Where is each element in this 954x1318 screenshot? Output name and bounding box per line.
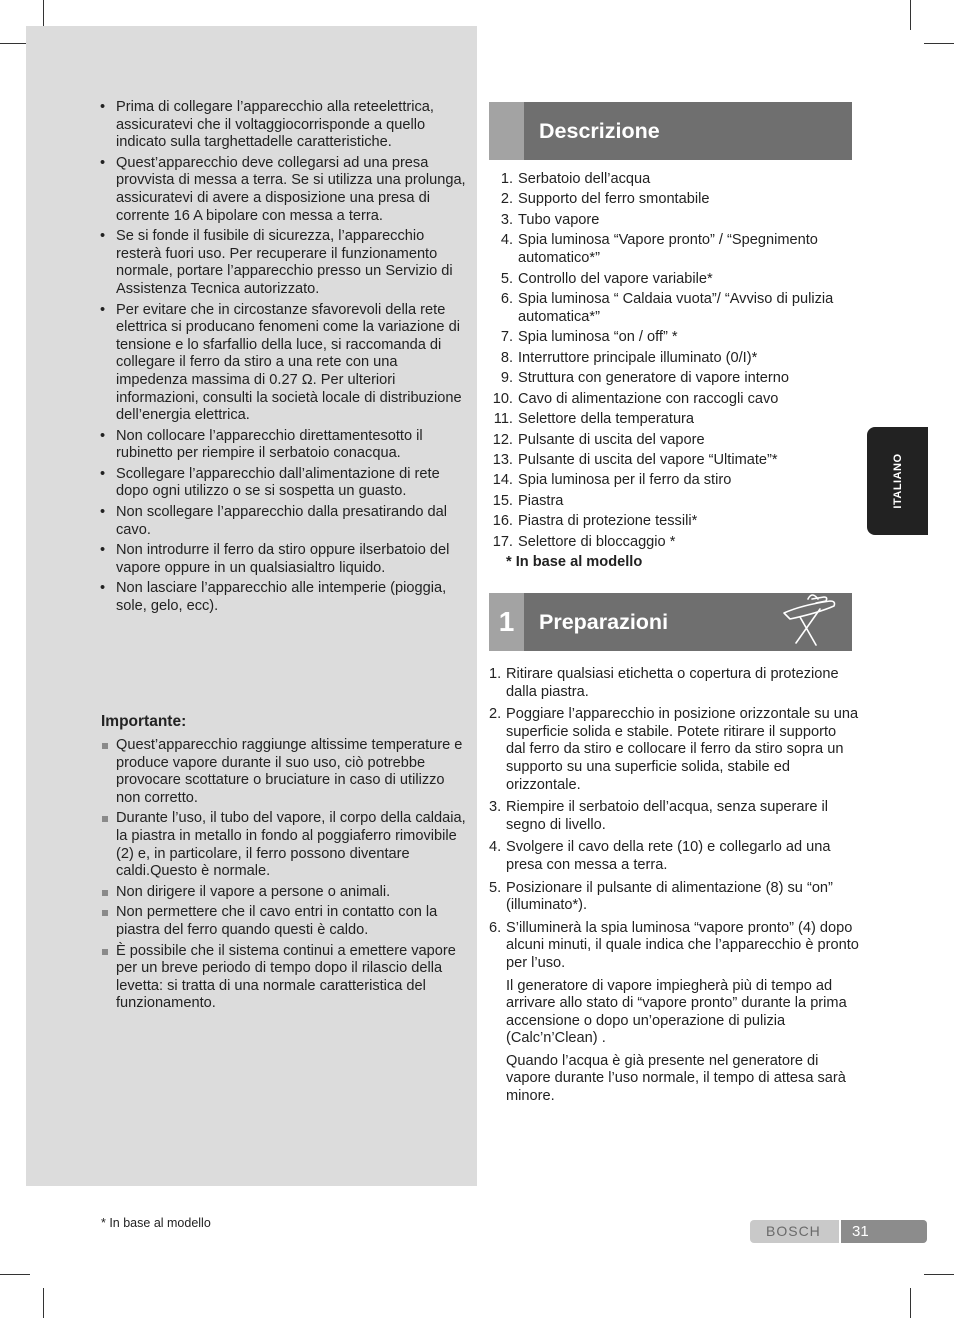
list-item: • Per evitare che in circostanze sfavorevoli della rete elettrica si producano fenomeni come la variazione di tensione e lo sfarfallio della luce, si raccomanda di collegare il ferro da stiro a una rete con una impedenza massima di 0.27 Ω. Per ulteriori informazioni, consulti la società locale di distribuzione dell’energia elettrica. (100, 302, 468, 425)
item-number: 15. (492, 492, 513, 509)
crop-mark (910, 0, 911, 30)
item-text: Struttura con generatore di vapore interno (518, 370, 789, 387)
list-item: È possibile che il sistema continui a emettere vapore per un breve periodo di tempo dopo il rilascio della levetta: si tratta di una normale caratteristica del funzionamento. (100, 943, 468, 1013)
list-item (489, 513, 859, 531)
item-number: 17. (492, 533, 513, 550)
item-text: Spia luminosa per il ferro da stiro (518, 472, 732, 489)
item-number: 9. (500, 370, 513, 387)
model-note: * In base al modello (506, 554, 643, 571)
list-item: • Se si fonde il fusibile di sicurezza, l’apparecchio resterà fuori uso. Per recuperare il funzionamento normale, portare l’apparecchio presso un Servizio di Assistenza Tecnica autorizzato. (100, 228, 468, 298)
language-tab (867, 427, 928, 535)
preparation-steps (489, 666, 859, 1111)
crop-mark (924, 1274, 954, 1275)
step-text: S’illuminerà la spia luminosa “vapore pronto” (4) dopo alcuni minuti, il quale indica che l’apparecchio è pronto per l’uso. (506, 919, 859, 971)
step-text: Posizionare il pulsante di alimentazione (8) su “on” (illuminato*). (506, 879, 833, 914)
list-item (489, 370, 859, 388)
section-title: Descrizione (539, 119, 660, 143)
item-text: Selettore della temperatura (518, 411, 695, 428)
important-heading: Importante: (101, 713, 187, 730)
list-item (489, 880, 859, 915)
important-list (100, 737, 468, 1016)
item-number: 4. (500, 232, 513, 249)
step-number: 5. (489, 879, 502, 896)
list-item (489, 839, 859, 874)
list-item (489, 472, 859, 490)
list-item (489, 212, 859, 230)
list-item (489, 534, 859, 552)
list-item (489, 232, 859, 267)
descrizione-header (489, 102, 852, 160)
list-item (489, 452, 859, 470)
item-text: Serbatoio dell’acqua (518, 171, 651, 187)
list-item (489, 391, 859, 409)
item-text: Interruttore principale illuminato (0/I)* (518, 349, 758, 366)
item-text: Pulsante di uscita del vapore “Ultimate”* (518, 452, 778, 468)
list-item (489, 666, 859, 701)
list-item: • Non introdurre il ferro da stiro oppure ilserbatoio del vapore oppure in un qualsiasialtro liquido. (100, 542, 468, 577)
list-item: • Non collocare l’apparecchio direttamentesotto il rubinetto per riempire il serbatoio conacqua. (100, 428, 468, 463)
item-number: 11. (493, 411, 513, 428)
list-item: Quest’apparecchio raggiunge altissime temperature e produce vapore durante il suo uso, ciò potrebbe provocare scottature o bruciature in caso di utilizzo non corretto. (100, 737, 468, 807)
list-item (489, 171, 859, 189)
list-item (489, 350, 859, 368)
list-item: • Prima di collegare l’apparecchio alla reteelettrica, assicuratevi che il voltaggiocorrisponde a quello indicato sulla targhettadelle caratteristiche. (100, 99, 468, 152)
item-number: 14. (492, 472, 513, 489)
item-text: Spia luminosa “Vapore pronto” / “Spegnimento automatico*” (518, 232, 818, 267)
list-item: Non permettere che il cavo entri in contatto con la piastra del ferro quando questi è caldo. (100, 904, 468, 939)
item-text: Piastra di protezione tessili* (518, 513, 698, 530)
page-footer (750, 1220, 927, 1243)
item-text: Spia luminosa “ Caldaia vuota”/ “Avviso di pulizia automatica*” (518, 291, 834, 325)
step-text: Riempire il serbatoio dell’acqua, senza superare il segno di livello. (506, 799, 829, 833)
crop-mark (924, 43, 954, 44)
item-number: 12. (492, 431, 513, 448)
language-label: ITALIANO (891, 453, 904, 509)
list-item (489, 799, 859, 834)
item-text: Selettore di bloccaggio * (518, 533, 676, 550)
item-number: 5. (500, 270, 513, 287)
list-item (489, 191, 859, 209)
parts-list (489, 171, 859, 575)
step-paragraph: Quando l’acqua è già presente nel generatore di vapore durante l’uso normale, il tempo di attesa sarà minore. (506, 1052, 846, 1105)
item-text: Controllo del vapore variabile* (518, 270, 713, 287)
item-number: 10. (492, 390, 513, 407)
section-title: Preparazioni (539, 610, 669, 634)
item-number: 2. (500, 191, 513, 208)
section-number-box (489, 102, 524, 160)
list-item (489, 920, 859, 1106)
section-number: 1 (489, 593, 524, 651)
item-text: Spia luminosa “on / off” * (518, 329, 678, 346)
list-item: • Scollegare l’apparecchio dall’alimentazione di rete dopo ogni utilizzo o se si sospetta un guasto. (100, 466, 468, 501)
item-text: Piastra (518, 492, 564, 509)
list-item: • Non lasciare l’apparecchio alle intemperie (pioggia, sole, gelo, ecc). (100, 580, 468, 615)
list-item (489, 291, 859, 326)
list-item: • Quest’apparecchio deve collegarsi ad una presa provvista di messa a terra. Se si utilizza una prolunga, assicuratevi di avere a disposizione una presa di corrente 16 A bipolare con messa a terra. (100, 155, 468, 225)
item-text: Cavo di alimentazione con raccogli cavo (518, 390, 779, 407)
list-item (489, 493, 859, 511)
item-number: 16. (492, 513, 513, 530)
item-number: 1. (500, 171, 513, 187)
list-item (489, 411, 859, 429)
step-number: 3. (489, 799, 502, 816)
item-number: 6. (500, 291, 513, 308)
footnote: * In base al modello (101, 1216, 211, 1230)
list-item (489, 706, 859, 794)
step-paragraph: Il generatore di vapore impiegherà più di tempo ad arrivare allo stato di “vapore pronto” durante la prima accensione o dopo un’operazione di pulizia (Calc’n’Clean) . (506, 977, 847, 1047)
item-text: Pulsante di uscita del vapore (518, 431, 705, 448)
brand-name: BOSCH (766, 1223, 821, 1239)
item-number: 3. (500, 211, 513, 228)
step-number: 4. (489, 839, 502, 856)
list-item: Non dirigere il vapore a persone o animali. (100, 884, 468, 902)
list-item: Durante l’uso, il tubo del vapore, il corpo della caldaia, la piastra in metallo in fondo al poggiaferro rimovibile (2) e, in particolare, il ferro possono diventare caldi.Questo è normale. (100, 810, 468, 880)
item-number: 7. (500, 329, 513, 346)
list-item (489, 271, 859, 289)
step-number: 6. (489, 919, 502, 936)
step-text: Poggiare l’apparecchio in posizione orizzontale su una superficie solida e stabile. Potete ritirare il supporto dal ferro da stiro e collocare il ferro da stiro sopra un supporto su una superficie solida, stabile ed orizzontale. (506, 706, 859, 793)
crop-mark (910, 1288, 911, 1318)
item-number: 8. (500, 349, 513, 366)
item-text: Supporto del ferro smontabile (518, 191, 710, 208)
step-number: 1. (489, 666, 502, 682)
list-item: • Non scollegare l’apparecchio dalla presatirando dal cavo. (100, 504, 468, 539)
ironing-board-icon (772, 593, 852, 651)
step-number: 2. (489, 706, 502, 723)
safety-bullet-list (100, 99, 468, 619)
item-number: 13. (492, 452, 513, 468)
list-item (489, 329, 859, 347)
preparazioni-header (489, 593, 852, 651)
crop-mark (0, 1274, 30, 1275)
step-text: Ritirare qualsiasi etichetta o copertura di protezione dalla piastra. (506, 666, 839, 700)
page-number: 31 (841, 1220, 927, 1243)
list-item (489, 432, 859, 450)
crop-mark (43, 1288, 44, 1318)
step-text: Svolgere il cavo della rete (10) e collegarlo ad una presa con messa a terra. (506, 839, 831, 873)
item-text: Tubo vapore (518, 211, 600, 228)
